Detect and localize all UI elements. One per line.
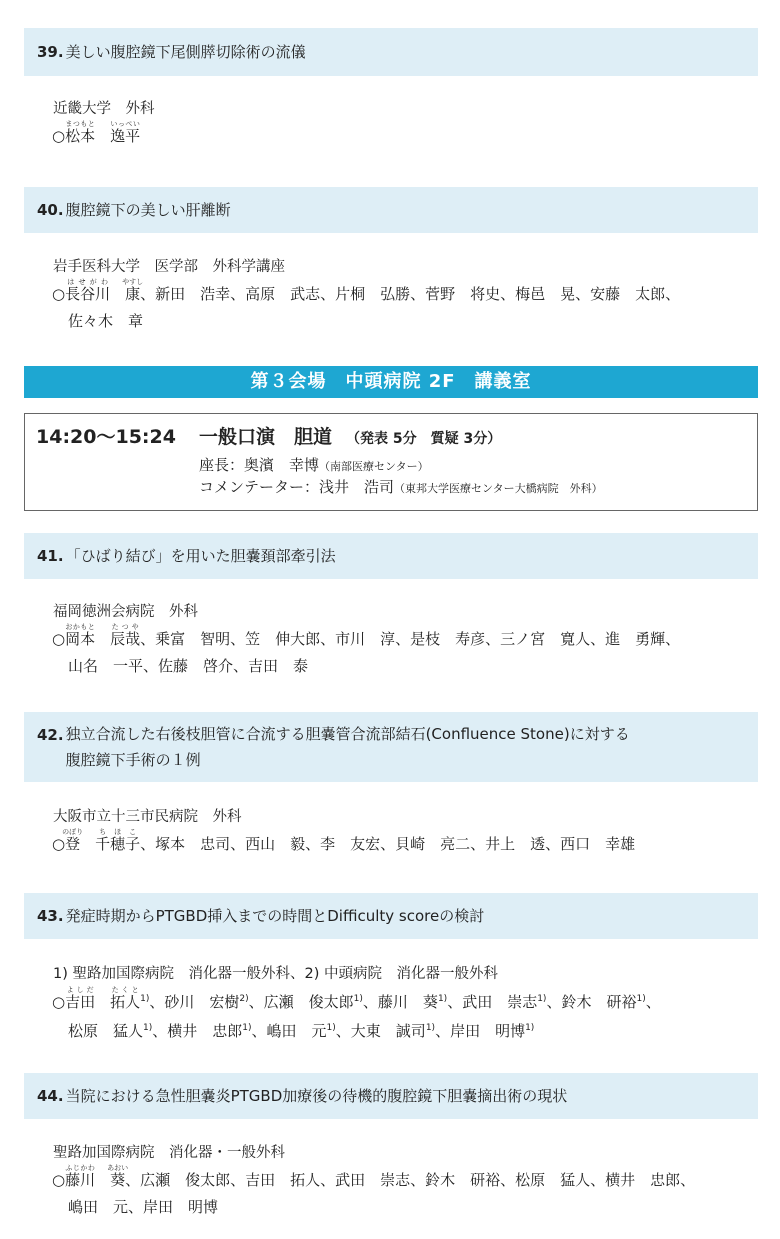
commentator-name: コメンテーター：浅井 浩司 [199, 478, 395, 496]
institution: 岩手医科大学 医学部 外科学講座 [53, 259, 285, 275]
session-box [24, 413, 758, 511]
abstract-number: 42. [37, 726, 64, 744]
chair-name: 座長：奥濱 幸博 [199, 456, 320, 474]
chair-affiliation: （南部医療センター） [319, 460, 429, 473]
author-list [52, 120, 752, 149]
abstract-number: 44. [37, 1087, 64, 1105]
author-line: 松原 猛人$^{1)}$、横井 忠郎$^{1)}$、嶋田 元$^{1)}$、大東 誠司$^{1)}$、岸田 明博$^{1)}$ [68, 1022, 535, 1040]
institution: 聖路加国際病院 消化器・一般外科 [53, 1145, 285, 1161]
abstract-title: 腹腔鏡下の美しい肝離断 [65, 201, 231, 219]
author-line: ○藤川ふじかわ 葵あおい、広瀬 俊太郎、吉田 拓人、武田 崇志、鈴木 研裕、松原 猛人、横井 忠郎、 [52, 1164, 696, 1189]
session-chair [199, 454, 429, 475]
abstract-title: 「ひばり結び」を用いた胆嚢頚部牽引法 [65, 547, 336, 565]
abstract-title: 発症時期からPTGBD挿入までの時間とDifficulty scoreの検討 [65, 907, 485, 925]
author-list [52, 828, 752, 857]
abstract-40-header [24, 187, 758, 233]
session-note: （発表 5分 質疑 3分） [346, 431, 502, 447]
session-title [199, 422, 501, 449]
author-list [52, 1164, 752, 1222]
author-line: ○登のぼり 千ち穂ほ子こ、塚本 忠司、西山 毅、李 友宏、貝崎 亮二、井上 透、西口 幸雄 [52, 828, 636, 853]
venue-banner: 第３会場 中頭病院 2F 講義室 [24, 366, 758, 398]
author-line: ○吉田よしだ 拓人たくと$^{1)}$、砂川 宏樹$^{2)}$、広瀬 俊太郎$^{1)}$、藤川 葵$^{1)}$、武田 崇志$^{1)}$、鈴木 研裕$^{1)}$、 [52, 986, 661, 1011]
author-line: ○岡本おかもと 辰哉たつや、乗富 智明、笠 伸大郎、市川 淳、是枝 寿彦、三ノ宮 寛人、進 勇輝、 [52, 623, 681, 648]
abstract-42-header [24, 712, 758, 782]
abstract-title: 美しい腹腔鏡下尾側膵切除術の流儀 [65, 43, 306, 61]
author-line: ○長谷川はせがわ 康やすし、新田 浩幸、高原 武志、片桐 弘勝、菅野 将史、梅邑 晃、安藤 太郎、 [52, 278, 681, 303]
abstract-title-line: 独立合流した右後枝胆管に合流する胆嚢管合流部結石(Confluence Stone)に対する [65, 725, 630, 743]
abstract-title: 当院における急性胆嚢炎PTGBD加療後の待機的腹腔鏡下胆嚢摘出術の現状 [65, 1087, 568, 1105]
abstract-number: 41. [37, 547, 64, 565]
abstract-number: 39. [37, 43, 64, 61]
abstract-44-header [24, 1073, 758, 1119]
commentator-affiliation: （東邦大学医療センター大橋病院 外科） [394, 482, 603, 495]
author-name: 逸平いっぺい [110, 120, 141, 145]
abstract-43-header [24, 893, 758, 939]
abstract-number: 40. [37, 201, 64, 219]
author-list [52, 623, 752, 681]
session-title-text: 一般口演 胆道 [199, 426, 333, 448]
author-name: 松本まつもと [65, 120, 96, 145]
abstract-title [66, 721, 630, 773]
institution: 近畿大学 外科 [53, 101, 155, 117]
author-line: 嶋田 元、岸田 明博 [68, 1198, 219, 1216]
author-line: ○松本まつもと 逸平いっぺい [52, 120, 141, 145]
institution: 1) 聖路加国際病院 消化器一般外科、2) 中頭病院 消化器一般外科 [53, 966, 498, 982]
session-commentator [199, 476, 603, 497]
author-line: 佐々木 章 [68, 312, 144, 330]
author-list [52, 985, 752, 1043]
institution: 福岡徳洲会病院 外科 [53, 604, 198, 620]
session-time: 14:20〜15:24 [36, 426, 176, 448]
author-line: 山名 一平、佐藤 啓介、吉田 泰 [68, 657, 309, 675]
abstract-title-line: 腹腔鏡下手術の１例 [65, 751, 201, 769]
abstract-41-header [24, 533, 758, 579]
author-list [52, 278, 752, 336]
abstract-number: 43. [37, 907, 64, 925]
abstract-39-header [24, 28, 758, 76]
institution: 大阪市立十三市民病院 外科 [53, 809, 242, 825]
